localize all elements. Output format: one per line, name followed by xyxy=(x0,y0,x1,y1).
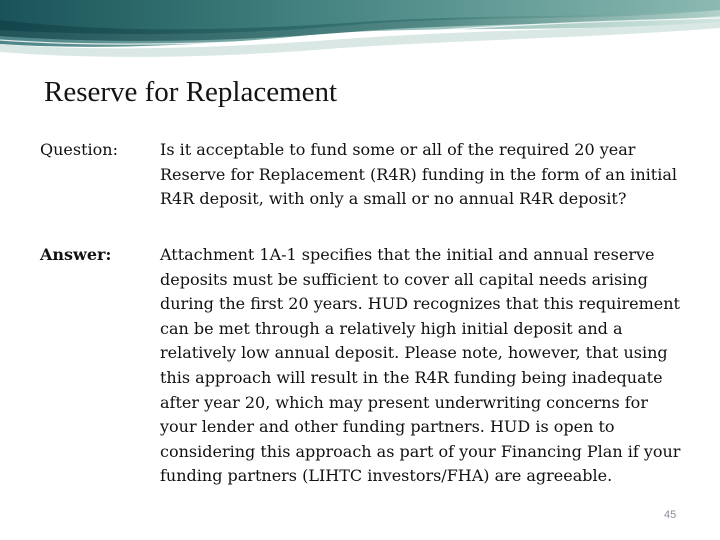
header-banner xyxy=(0,0,720,70)
wave-decoration xyxy=(0,0,720,70)
question-text: Is it acceptable to fund some or all of the required 20 year Reserve for Replacement (R4R) funding in the form of an initial R4R deposit, with only a small or no annual R4R deposit? xyxy=(160,140,677,209)
answer-text: Attachment 1A-1 specifies that the initial and annual reserve deposits must be sufficient to cover all capital needs arising during the first 20 years. HUD recognizes that this requirement can be met through a relatively high initial deposit and a relatively low annual deposit. Please note, however, that using this approach will result in the R4R funding being inadequate after year 20, which may present underwriting concerns for your lender and other funding partners. HUD is open to considering this approach as part of your Financing Plan if your funding partners (LIHTC investors/FHA) are agreeable. xyxy=(160,245,681,486)
page-number: 45 xyxy=(664,509,677,521)
slide-title: Reserve for Replacement xyxy=(44,76,338,108)
answer-label: Answer: xyxy=(40,245,112,264)
question-label: Question: xyxy=(40,140,118,159)
